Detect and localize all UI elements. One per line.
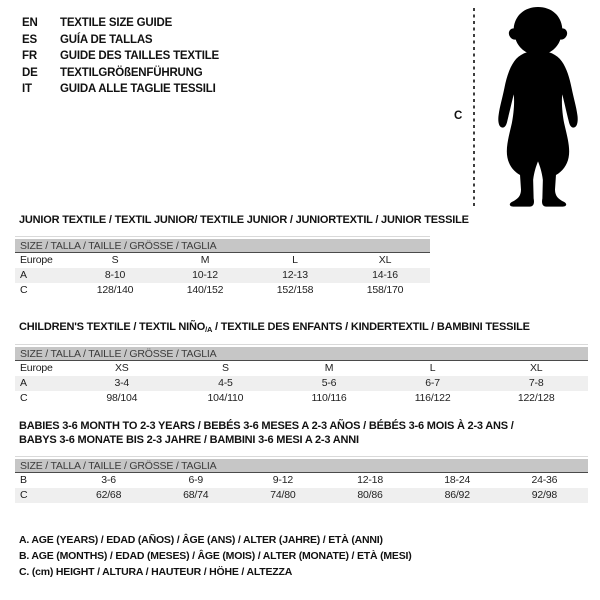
junior-table-title: JUNIOR TEXTILE / TEXTIL JUNIOR/ TEXTILE JUNIOR / JUNIORTEXTIL / JUNIOR TESSILE (19, 214, 469, 226)
row-label: Europe (20, 362, 53, 374)
babies-table-title (19, 419, 514, 447)
language-row (22, 32, 219, 49)
row-label: Europe (20, 254, 53, 266)
row-label: C (20, 489, 28, 501)
language-title: TEXTILGRÖßENFÜHRUNG (60, 66, 203, 79)
height-measure-label: C (454, 110, 463, 122)
language-title-list (22, 15, 219, 98)
row-label: C (20, 392, 28, 404)
height-cell: 122/128 (517, 392, 555, 404)
legend-age-years: A. AGE (YEARS) / EDAD (AÑOS) / ÂGE (ANS) / ALTER (JAHRE) / ETÀ (ANNI) (19, 534, 383, 546)
age-cell: 12-13 (282, 269, 308, 281)
table-row (15, 488, 588, 503)
months-cell: 3-6 (101, 474, 116, 486)
children-title-text: CHILDREN'S TEXTILE / TEXTIL NIÑO (19, 321, 206, 333)
months-cell: 18-24 (444, 474, 471, 486)
language-row (22, 81, 219, 98)
children-table (15, 344, 588, 406)
children-size-table (15, 361, 588, 406)
size-header-bar: SIZE / TALLA / TAILLE / GRÖSSE / TAGLIA (15, 347, 588, 361)
size-cell: S (221, 362, 229, 374)
age-cell: 6-7 (425, 377, 440, 389)
height-cell: 158/170 (366, 284, 404, 296)
babies-title-line1: BABIES 3-6 MONTH TO 2-3 YEARS / BEBÉS 3-6 MESES A 2-3 AÑOS / BÉBÉS 3-6 MOIS À 2-3 ANS / (19, 420, 514, 432)
age-cell: 7-8 (528, 377, 544, 389)
language-code: EN (22, 17, 38, 29)
age-cell: 10-12 (192, 269, 218, 281)
height-cell: 92/98 (531, 489, 558, 501)
age-cell: 5-6 (321, 377, 337, 389)
height-cell: 116/122 (414, 392, 451, 404)
size-cell: XS (114, 362, 129, 374)
height-cell: 104/110 (207, 392, 244, 404)
language-title: GUIDE DES TAILLES TEXTILE (60, 50, 219, 62)
table-top-rule (15, 344, 588, 345)
height-cell: 152/158 (276, 284, 314, 296)
age-cell: 3-4 (114, 377, 130, 389)
size-cell: M (324, 362, 334, 374)
language-code: DE (22, 66, 38, 79)
language-title: TEXTILE SIZE GUIDE (60, 17, 173, 29)
size-cell: S (111, 254, 119, 266)
table-row (15, 283, 430, 298)
table-row (15, 391, 588, 406)
children-title-subscript: /A (205, 325, 213, 334)
months-cell: 12-18 (357, 474, 383, 486)
height-measure-line-icon (473, 8, 475, 208)
children-title-text: / TEXTILE DES ENFANTS / KINDERTEXTIL / BAMBINI TESSILE (212, 321, 530, 333)
height-cell: 86/92 (444, 489, 470, 501)
height-cell: 98/104 (106, 392, 138, 404)
height-cell: 128/140 (96, 284, 134, 296)
height-cell: 110/116 (311, 392, 347, 404)
age-cell: 8-10 (104, 269, 126, 281)
row-label: A (20, 377, 27, 389)
table-row (15, 253, 430, 268)
age-cell: 14-16 (372, 269, 398, 281)
table-row (15, 473, 588, 488)
size-cell: L (429, 362, 436, 374)
language-row (22, 48, 219, 65)
legend-block (19, 532, 412, 580)
size-cell: M (200, 254, 210, 266)
babies-size-table (15, 473, 588, 503)
row-label: A (20, 269, 27, 281)
babies-table (15, 456, 588, 503)
language-row (22, 65, 219, 82)
size-header-bar: SIZE / TALLA / TAILLE / GRÖSSE / TAGLIA (15, 239, 430, 253)
babies-title-line2: BABYS 3-6 MONATE BIS 2-3 JAHRE / BAMBINI 3-6 MESI A 2-3 ANNI (19, 434, 359, 446)
language-code: IT (22, 83, 32, 95)
language-title: GUÍA DE TALLAS (60, 33, 153, 46)
legend-age-months: B. AGE (MONTHS) / EDAD (MESES) / ÂGE (MOIS) / ALTER (MONATE) / ETÀ (MESI) (19, 550, 412, 562)
age-cell: 4-5 (218, 377, 233, 389)
height-cell: 140/152 (186, 284, 224, 296)
height-cell: 74/80 (270, 489, 296, 501)
size-cell: XL (529, 362, 543, 374)
size-header-bar: SIZE / TALLA / TAILLE / GRÖSSE / TAGLIA (15, 459, 588, 473)
row-label: B (20, 474, 27, 486)
table-top-rule (15, 236, 430, 237)
size-cell: XL (378, 254, 392, 266)
baby-silhouette-icon (484, 5, 592, 209)
children-table-title (19, 320, 530, 337)
table-top-rule (15, 456, 588, 457)
table-row (15, 268, 430, 283)
legend-height: C. (cm) HEIGHT / ALTURA / HAUTEUR / HÖHE / ALTEZZA (19, 566, 293, 578)
size-cell: L (292, 254, 298, 266)
junior-size-table (15, 253, 430, 298)
table-row (15, 376, 588, 391)
months-cell: 6-9 (188, 474, 204, 486)
table-row (15, 361, 588, 376)
height-cell: 62/68 (95, 489, 122, 501)
height-cell: 80/86 (357, 489, 383, 501)
height-cell: 68/74 (183, 489, 209, 501)
language-code: FR (22, 50, 37, 62)
months-cell: 24-36 (531, 474, 558, 486)
junior-table (15, 236, 430, 298)
language-title: GUIDA ALLE TAGLIE TESSILI (60, 83, 216, 95)
language-code: ES (22, 33, 37, 46)
months-cell: 9-12 (272, 474, 293, 486)
row-label: C (20, 284, 28, 296)
language-row (22, 15, 219, 32)
